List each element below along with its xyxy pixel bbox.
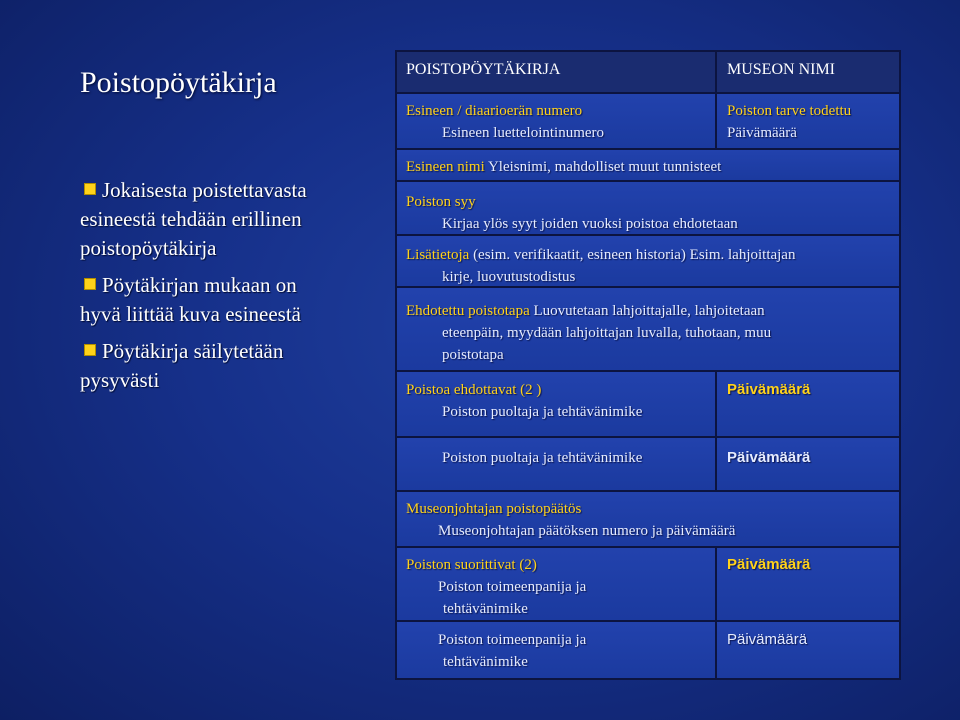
name-cell [395, 148, 901, 182]
id-label: Esineen / diaarioerän numero [406, 103, 583, 119]
square-bullet-icon [84, 344, 96, 356]
executor-date-2-cell [715, 620, 901, 680]
extra-value: (esim. verifikaatit, esineen historia) Esim. lahjoittajan [473, 247, 796, 263]
bullet-item [80, 176, 335, 263]
proposer-date-cell [715, 370, 901, 438]
bullet-item [80, 337, 335, 395]
executor-2-title: tehtävänimike [443, 654, 528, 670]
proposer-date-2: Päivämäärä [727, 449, 811, 466]
form-header-left [395, 50, 717, 94]
form-header-right [715, 50, 901, 94]
name-value: Yleisnimi, mahdolliset muut tunnisteet [487, 159, 722, 175]
bullet-text: Jokaisesta poistettavasta esineestä tehdään erillinen poistopöytäkirja [80, 178, 307, 260]
bullet-item [80, 271, 335, 329]
executors-cell [395, 546, 717, 622]
method-cell [395, 286, 901, 372]
removal-form-table [395, 50, 901, 680]
executor-2-cell [395, 620, 717, 680]
proposer-1: Poiston puoltaja ja tehtävänimike [442, 404, 643, 420]
proposers-label: Poistoa ehdottavat (2 ) [406, 382, 542, 398]
id-value: Esineen luettelointinumero [442, 125, 605, 141]
director-label: Museonjohtajan poistopäätös [406, 501, 582, 517]
executor-date-cell [715, 546, 901, 622]
proposer-date-2-cell [715, 436, 901, 492]
executor-1: Poiston toimeenpanija ja [438, 579, 587, 595]
director-value: Museonjohtajan päätöksen numero ja päivämäärä [438, 523, 736, 539]
proposer-date-1: Päivämäärä [727, 381, 811, 398]
executor-2: Poiston toimeenpanija ja [438, 632, 587, 648]
executor-date-2: Päivämäärä [727, 631, 808, 648]
method-value-cont2: poistotapa [442, 347, 504, 363]
proposer-2: Poiston puoltaja ja tehtävänimike [442, 450, 643, 466]
bullet-text: Pöytäkirjan mukaan on hyvä liittää kuva esineestä [80, 273, 302, 326]
director-cell [395, 490, 901, 548]
square-bullet-icon [84, 278, 96, 290]
executor-1-title: tehtävänimike [443, 601, 528, 617]
museum-name-label: MUSEON NIMI [727, 61, 835, 78]
bullet-text: Pöytäkirja säilytetään pysyvästi [80, 339, 284, 392]
reason-label: Poiston syy [406, 194, 476, 210]
square-bullet-icon [84, 183, 96, 195]
extra-label: Lisätietoja [406, 247, 470, 263]
id-cell [395, 92, 717, 150]
method-label: Ehdotettu poistotapa [406, 303, 530, 319]
method-value: Luovutetaan lahjoittajalle, lahjoitetaan [533, 303, 765, 319]
executor-date-1: Päivämäärä [727, 556, 811, 573]
method-value-cont: eteenpäin, myydään lahjoittajan luvalla, tuhotaan, muu [442, 325, 772, 341]
reason-value: Kirjaa ylös syyt joiden vuoksi poistoa ehdotetaan [442, 216, 738, 232]
extra-value-cont: kirje, luovutustodistus [442, 269, 576, 285]
form-header-title: POISTOPÖYTÄKIRJA [406, 61, 561, 78]
need-cell [715, 92, 901, 150]
reason-cell [395, 180, 901, 236]
need-date: Päivämäärä [727, 125, 797, 141]
slide-title: Poistopöytäkirja [80, 66, 277, 99]
bullet-list [80, 176, 335, 403]
extra-info-cell [395, 234, 901, 288]
executors-label: Poiston suorittivat (2) [406, 557, 537, 573]
proposer-2-cell [395, 436, 717, 492]
name-label: Esineen nimi [406, 159, 485, 175]
need-label: Poiston tarve todettu [727, 103, 852, 119]
proposers-cell [395, 370, 717, 438]
